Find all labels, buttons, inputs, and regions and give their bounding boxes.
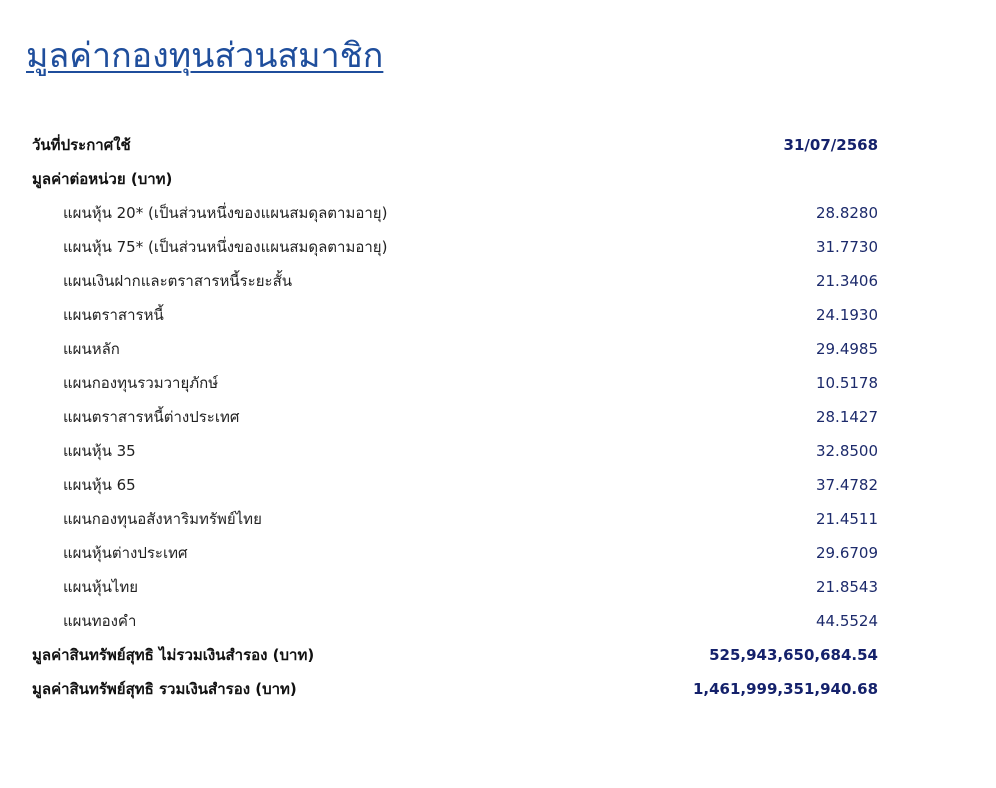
plan-value: 24.1930 <box>815 306 878 324</box>
plan-value: 28.8280 <box>815 204 878 222</box>
plan-value: 44.5524 <box>815 612 878 630</box>
plan-value: 32.8500 <box>815 442 878 460</box>
plan-label: แผนกองทุนรวมวายุภักษ์ <box>63 374 219 392</box>
net-assets-excl-reserve-label: มูลค่าสินทรัพย์สุทธิ ไม่รวมเงินสำรอง (บาท) <box>32 646 315 664</box>
plan-value: 37.4782 <box>815 476 878 494</box>
plan-label: แผนหุ้นต่างประเทศ <box>63 544 188 562</box>
announcement-date-row <box>32 128 878 162</box>
plan-label: แผนเงินฝากและตราสารหนี้ระยะสั้น <box>63 272 292 290</box>
plan-row <box>32 332 878 366</box>
plan-row <box>32 502 878 536</box>
plan-label: แผนตราสารหนี้ต่างประเทศ <box>63 408 240 426</box>
page-title-link[interactable]: มูลค่ากองทุนส่วนสมาชิก <box>26 36 384 76</box>
plan-value: 31.7730 <box>815 238 878 256</box>
plan-label: แผนทองคำ <box>63 612 137 630</box>
announcement-date-value: 31/07/2568 <box>783 136 878 154</box>
plan-value: 29.4985 <box>815 340 878 358</box>
nav-per-unit-heading: มูลค่าต่อหน่วย (บาท) <box>32 170 173 188</box>
plan-row <box>32 434 878 468</box>
fund-value-table <box>32 128 878 706</box>
net-assets-excl-reserve-row <box>32 638 878 672</box>
net-assets-incl-reserve-label: มูลค่าสินทรัพย์สุทธิ รวมเงินสำรอง (บาท) <box>32 680 297 698</box>
plan-value: 21.8543 <box>815 578 878 596</box>
plan-value: 29.6709 <box>815 544 878 562</box>
plan-label: แผนหุ้น 20* (เป็นส่วนหนึ่งของแผนสมดุลตามอายุ) <box>63 204 388 222</box>
plan-row <box>32 230 878 264</box>
plan-value: 21.3406 <box>815 272 878 290</box>
plan-label: แผนหุ้นไทย <box>63 578 139 596</box>
nav-per-unit-heading-row <box>32 162 878 196</box>
plan-label: แผนหุ้น 65 <box>63 476 136 494</box>
plan-row <box>32 264 878 298</box>
plan-label: แผนตราสารหนี้ <box>63 306 164 324</box>
plan-value: 10.5178 <box>815 374 878 392</box>
announcement-date-label: วันที่ประกาศใช้ <box>32 136 131 154</box>
plan-row <box>32 570 878 604</box>
plan-row <box>32 536 878 570</box>
plan-label: แผนหุ้น 35 <box>63 442 136 460</box>
plan-value: 21.4511 <box>815 510 878 528</box>
net-assets-incl-reserve-value: 1,461,999,351,940.68 <box>692 680 878 698</box>
plan-row <box>32 400 878 434</box>
plan-row <box>32 196 878 230</box>
plan-label: แผนกองทุนอสังหาริมทรัพย์ไทย <box>63 510 262 528</box>
net-assets-incl-reserve-row <box>32 672 878 706</box>
plan-row <box>32 604 878 638</box>
net-assets-excl-reserve-value: 525,943,650,684.54 <box>709 646 878 664</box>
plan-label: แผนหลัก <box>63 340 120 358</box>
plan-value: 28.1427 <box>815 408 878 426</box>
plan-row <box>32 468 878 502</box>
plan-row <box>32 366 878 400</box>
plan-row <box>32 298 878 332</box>
plan-label: แผนหุ้น 75* (เป็นส่วนหนึ่งของแผนสมดุลตามอายุ) <box>63 238 388 256</box>
